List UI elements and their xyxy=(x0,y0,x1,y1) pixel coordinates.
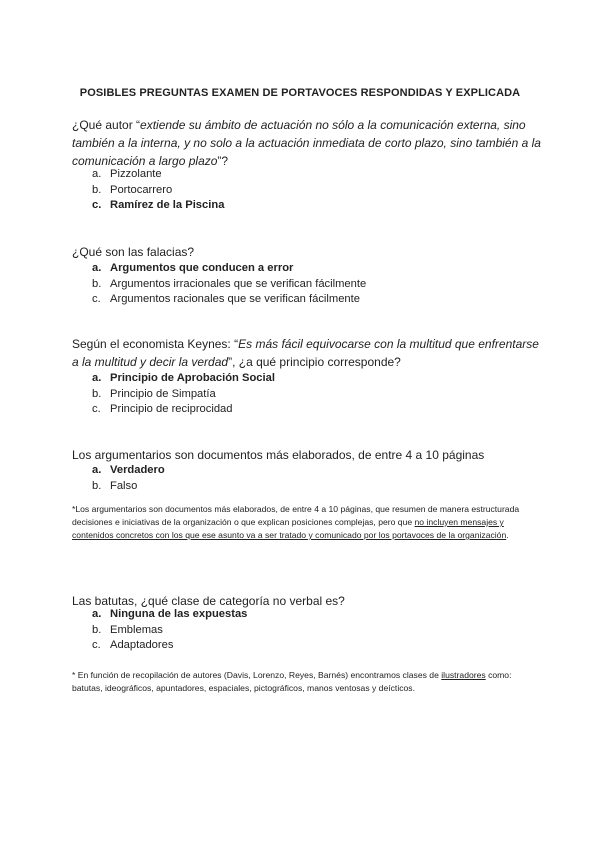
option-a-correct: a. Argumentos que conducen a error xyxy=(92,262,294,274)
option-c: c. Argumentos racionales que se verifican fácilmente xyxy=(92,293,360,305)
option-b: b. Portocarrero xyxy=(92,183,173,196)
question-3-options xyxy=(92,371,275,418)
question-3 xyxy=(72,335,542,371)
option-a-correct: a. Verdadero xyxy=(92,464,165,476)
question-1 xyxy=(72,116,542,170)
question-2-text: ¿Qué son las falacias? xyxy=(72,245,195,259)
option-b: b. Principio de Simpatía xyxy=(92,387,216,400)
question-4-text: Los argumentarios son documentos más elaborados, de entre 4 a 10 páginas xyxy=(72,448,485,462)
option-c: c. Adaptadores xyxy=(92,639,174,651)
option-c: c. Principio de reciprocidad xyxy=(92,403,233,415)
question-1-text: ¿Qué autor “extiende su ámbito de actuación no sólo a la comunicación externa, sino también a la interna, y no solo a la actuación inmediata de corto plazo, sino también a la comunicación a largo plazo”? xyxy=(72,118,541,168)
option-a-correct: a. Ninguna de las expuestas xyxy=(92,608,248,620)
option-a-correct: a. Principio de Aprobación Social xyxy=(92,372,275,384)
option-b: b. Falso xyxy=(92,479,138,492)
question-5-explanation: * En función de recopilación de autores (Davis, Lorenzo, Reyes, Barnés) encontramos clases de ilustradores como: batutas, ideográficos, apuntadores, espaciales, pictográficos, manos ventosas y deícticos. xyxy=(72,670,512,693)
question-3-text: Según el economista Keynes: “Es más fácil equivocarse con la multitud que enfrentarse a la multitud y decir la verdad”, ¿a qué principio corresponde? xyxy=(72,337,539,369)
option-c-correct: c. Ramírez de la Piscina xyxy=(92,199,225,211)
document-title: POSIBLES PREGUNTAS EXAMEN DE PORTAVOCES RESPONDIDAS Y EXPLICADA xyxy=(79,87,521,99)
question-2 xyxy=(72,243,542,261)
question-4-explanation: *Los argumentarios son documentos más elaborados, de entre 4 a 10 páginas, que resumen de manera estructurada decisiones e iniciativas de la organización o que explican posiciones complejas, pero que no incluyen mensajes y contenidos concretos con los que ese asunto va a ser tratado y comunicado por los portavoces de la organización. xyxy=(72,504,520,540)
question-2-options xyxy=(92,261,366,308)
question-4 xyxy=(72,446,552,464)
option-a: a. Pizzolante xyxy=(92,168,162,180)
question-5-options xyxy=(92,607,247,654)
question-4-options xyxy=(92,463,165,494)
question-5-text: Las batutas, ¿qué clase de categoría no verbal es? xyxy=(72,594,345,608)
option-b: b. Emblemas xyxy=(92,623,163,636)
question-1-options xyxy=(92,167,224,214)
option-b: b. Argumentos irracionales que se verifican fácilmente xyxy=(92,277,367,290)
